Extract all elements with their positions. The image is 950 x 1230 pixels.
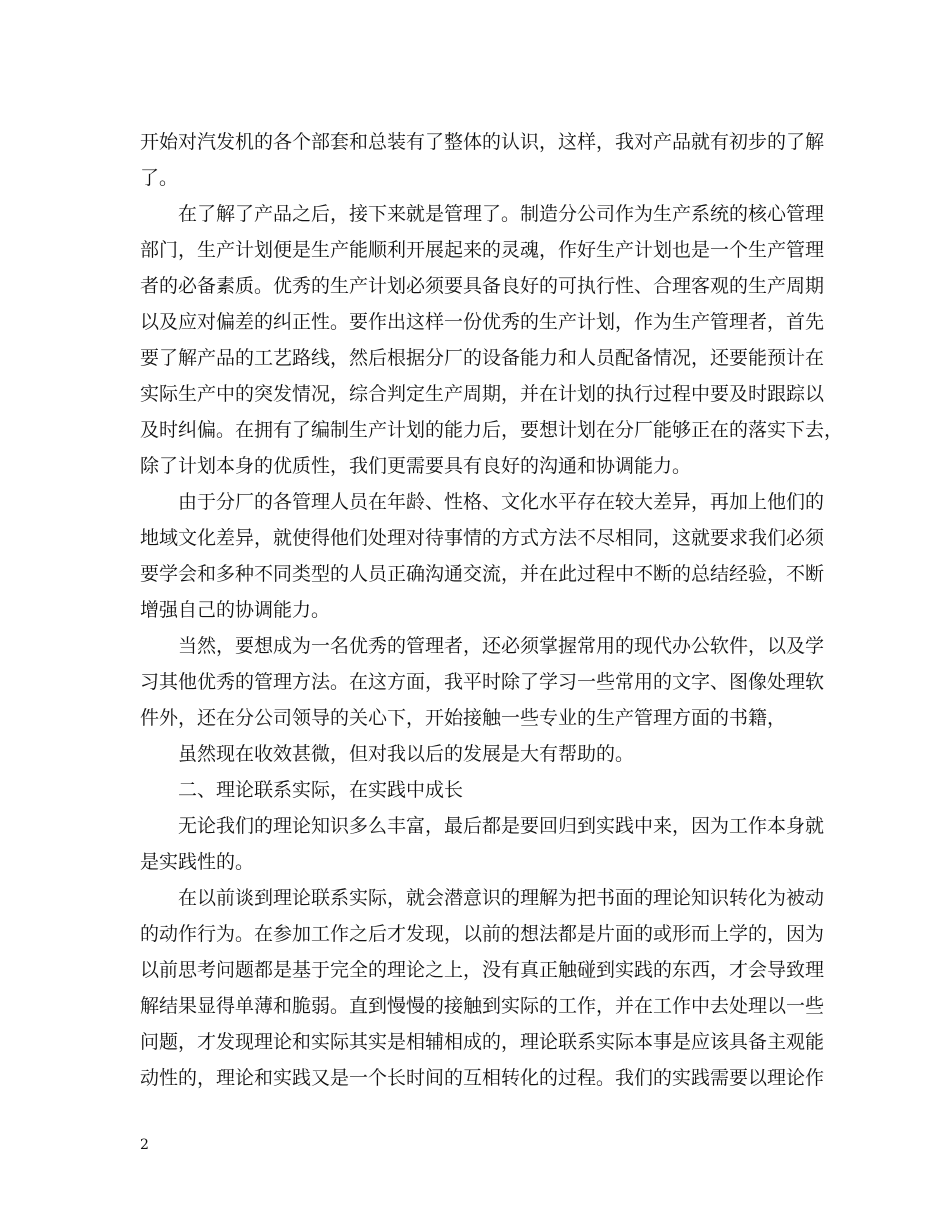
text-line: 以及应对偏差的纠正性。要作出这样一份优秀的生产计划，作为生产管理者，首先 [140,311,825,333]
paragraph-results [140,736,812,772]
document-body [140,124,844,1096]
page-number: 2 [140,1137,149,1153]
text-line: 在以前谈到理论联系实际，就会潜意识的理解为把书面的理论知识转化为被动 [178,887,825,909]
text-line: 部门，生产计划便是生产能顺利开展起来的灵魂，作好生产计划也是一个生产管理 [140,239,825,261]
text-line: 问题，才发现理论和实际其实是相辅相成的，理论联系实际本事是应该具备主观能 [140,1031,825,1053]
paragraph-office-software [140,628,825,736]
text-line: 要学会和多种不同类型的人员正确沟通交流，并在此过程中不断的总结经验，不断 [140,563,825,585]
text-line: 无论我们的理论知识多么丰富，最后都是要回归到实践中来，因为工作本身就 [178,815,825,837]
paragraph-theory-practice [140,880,825,1096]
text-line: 是实践性的。 [140,851,255,873]
text-line: 开始对汽发机的各个部套和总装有了整体的认识，这样，我对产品就有初步的了解 [140,131,825,153]
text-line: 由于分厂的各管理人员在年龄、性格、文化水平存在较大差异，再加上他们的 [178,491,825,513]
text-line: 动性的，理论和实践又是一个长时间的互相转化的过程。我们的实践需要以理论作 [140,1067,825,1089]
text-line: 习其他优秀的管理方法。在这方面，我平时除了学习一些常用的文字、图像处理软 [140,671,825,693]
text-line: 实际生产中的突发情况，综合判定生产周期，并在计划的执行过程中要及时跟踪以 [140,383,825,405]
text-line: 要了解产品的工艺路线，然后根据分厂的设备能力和人员配备情况，还要能预计在 [140,347,825,369]
text-line: 除了计划本身的优质性，我们更需要具有良好的沟通和协调能力。 [140,455,692,477]
text-line: 当然，要想成为一名优秀的管理者，还必须掌握常用的现代办公软件，以及学 [178,635,825,657]
text-line: 者的必备素质。优秀的生产计划必须要具备良好的可执行性、合理客观的生产周期 [140,275,825,297]
text-line: 及时纠偏。在拥有了编制生产计划的能力后，要想计划在分厂能够正在的落实下去， [140,419,844,441]
text-line: 虽然现在收效甚微，但对我以后的发展是大有帮助的。 [178,743,635,765]
paragraph-communication [140,484,825,628]
text-line: 增强自己的协调能力。 [140,599,331,621]
paragraph-practice [140,808,825,880]
paragraph-production-planning [140,196,844,484]
text-line: 以前思考问题都是基于完全的理论之上，没有真正触碰到实践的东西，才会导致理 [140,959,825,981]
text-line: 的动作行为。在参加工作之后才发现，以前的想法都是片面的或形而上学的，因为 [140,923,825,945]
text-line: 二、理论联系实际，在实践中成长 [178,779,464,801]
text-line: 解结果显得单薄和脆弱。直到慢慢的接触到实际的工作，并在工作中去处理以一些 [140,995,825,1017]
text-line: 在了解了产品之后，接下来就是管理了。制造分公司作为生产系统的核心管理 [178,203,825,225]
section-heading [140,772,812,808]
text-line: 了。 [140,167,179,189]
paragraph-product-understanding-end [140,124,825,196]
text-line: 件外，还在分公司领导的关心下，开始接触一些专业的生产管理方面的书籍， [140,707,787,729]
text-line: 地域文化差异，就使得他们处理对待事情的方式方法不尽相同，这就要求我们必须 [140,527,825,549]
